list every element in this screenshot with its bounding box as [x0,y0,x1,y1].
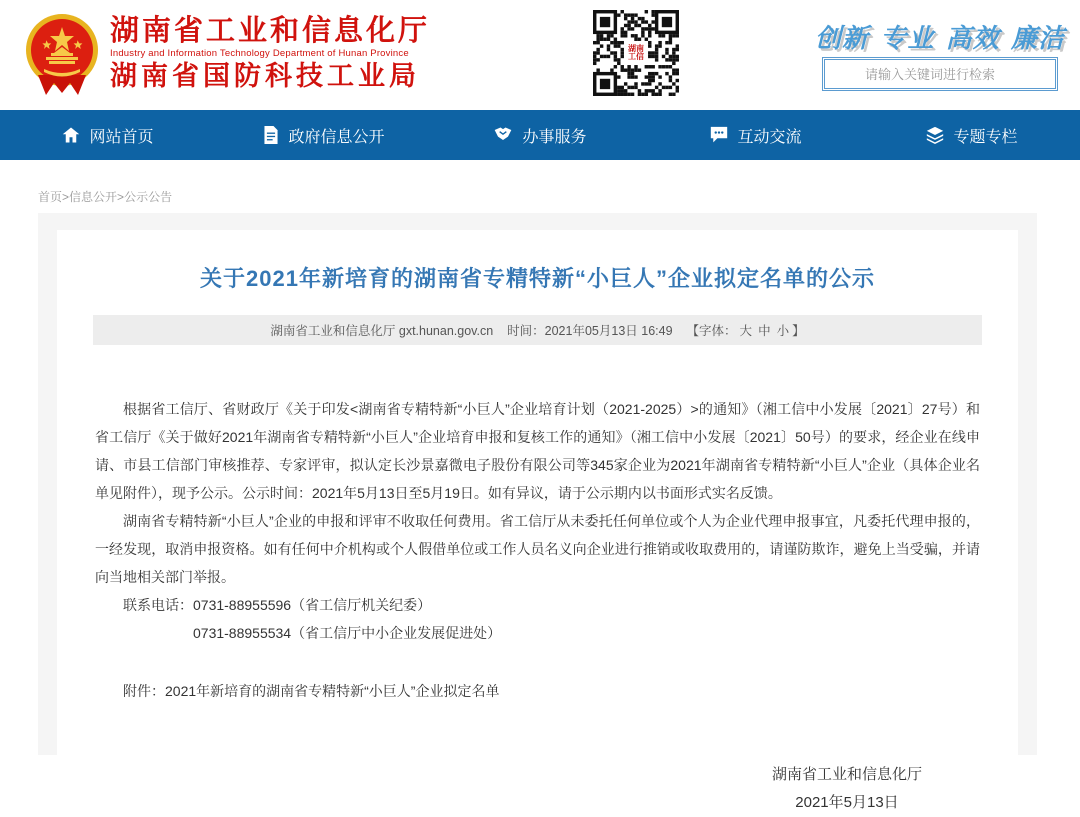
page-title: 关于2021年新培育的湖南省专精特新“小巨人”企业拟定名单的公示 [200,266,875,291]
signature-block [75,761,1000,817]
breadcrumb-announcements[interactable]: 公示公告 [124,190,173,204]
org-title-cn: 湖南省工业和信息化厅 [110,15,431,47]
site-header [0,0,1080,110]
nav-item-gov-info[interactable] [216,110,432,160]
font-size-label-end: 】 [792,324,805,338]
chat-icon [710,126,728,144]
attachment-link[interactable]: 附件：2021年新培育的湖南省专精特新“小巨人”企业拟定名单 [123,683,500,699]
nav-label: 网站首页 [89,128,154,146]
breadcrumb-info[interactable]: 信息公开 [69,190,118,204]
contact-phone-2: 0731-88955534（省工信厅中小企业发展促进处） [193,625,502,641]
breadcrumb [0,160,1080,213]
site-title-block [110,16,430,92]
site-search [822,57,1058,91]
signature-date: 2021年5月13日 [795,794,899,811]
breadcrumb-home[interactable]: 首页 [38,190,63,204]
nav-label: 办事服务 [522,128,587,146]
signature-org: 湖南省工业和信息化厅 [771,766,922,783]
article-card [57,230,1018,811]
handshake-icon [493,126,513,144]
slogan-clean: 廉洁 [1010,23,1065,53]
article-body [95,395,980,705]
font-size-medium-button[interactable]: 中 [758,324,771,338]
breadcrumb-separator: > [62,190,70,204]
nav-item-interaction[interactable] [648,110,864,160]
slogan-professional: 专业 [880,23,935,53]
national-emblem-logo [24,13,100,95]
article-source: 湖南省工业和信息化厅 gxt.hunan.gov.cn [270,324,494,338]
paragraph-1: 根据省工信厅、省财政厅《关于印发<湖南省专精特新“小巨人”企业培育计划（2021-2025）>的通知》（湘工信中小发展〔2021〕27号）和省工信厅《关于做好2021年湖南省专精特新“小巨人”企业培育申报和复核工作的通知》（湘工信中小发展〔2021〕50号）的要求，经企业在线申请、市县工信部门审核推荐、专家评审，拟认定长沙景嘉微电子股份有限公司等345家企业为2021年湖南省专精特新“小巨人”企业（具体企业名单见附件），现予公示。公示时间：2021年5月13日至5月19日。如有异议，请于公示期内以书面形式实名反馈。 [95,401,980,501]
home-icon [62,126,80,144]
font-size-large-button[interactable]: 大 [739,324,753,338]
org-title-cn2: 湖南省国防科技工业局 [110,61,420,91]
layers-icon [926,126,944,144]
nav-label: 专题专栏 [953,128,1018,146]
org-title-en: Industry and Information Technology Department of Hunan Province [110,48,409,59]
slogan-innovation: 创新 [815,23,870,53]
slogan-efficient: 高效 [945,23,1000,53]
article-meta-bar [93,315,982,345]
nav-label: 互动交流 [737,128,802,146]
nav-item-home[interactable] [0,110,216,160]
qr-center-label: 湖南 工信 [628,44,644,61]
nav-item-services[interactable] [432,110,648,160]
main-nav [0,110,1080,160]
paragraph-2: 湖南省专精特新“小巨人”企业的申报和评审不收取任何费用。省工信厅从未委托任何单位或个人为企业代理申报事宜，凡委托代理申报的，一经发现，取消申报资格。如有任何中介机构或个人假借单位或工作人员名义向企业进行推销或收取费用的，请谨防欺诈，避免上当受骗，并请向当地相关部门举报。 [95,513,980,585]
slogan-banner [815,18,1065,55]
font-size-small-button[interactable]: 小 [776,324,790,338]
document-icon [263,126,279,144]
font-size-label: 【字体： [686,324,737,338]
search-input[interactable] [823,58,1057,90]
article-time: 时间：2021年05月13日 16:49 [507,324,673,338]
breadcrumb-separator: > [117,190,125,204]
contact-phone-1: 联系电话：0731-88955596（省工信厅机关纪委） [123,597,432,613]
qr-code [593,10,679,96]
nav-item-special-topics[interactable] [864,110,1080,160]
content-panel [38,213,1037,811]
nav-label: 政府信息公开 [288,128,385,146]
